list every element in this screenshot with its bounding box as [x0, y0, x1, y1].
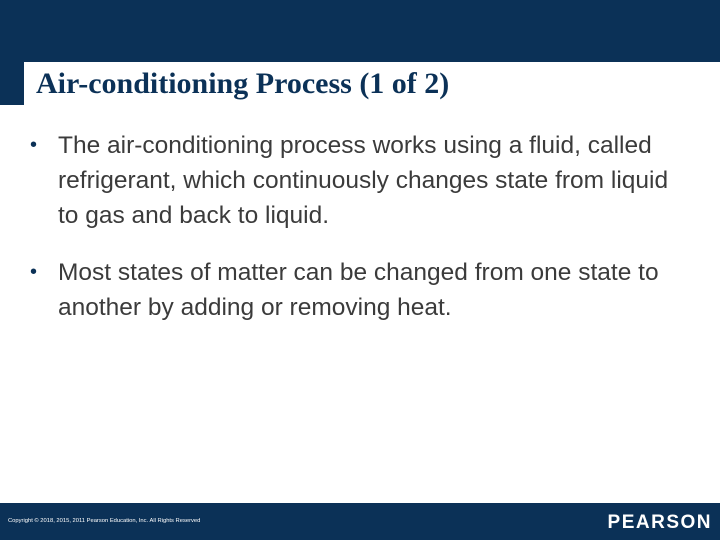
footer-bar [0, 503, 720, 540]
bullet-text: Most states of matter can be changed from one state to another by adding or removing heat. [58, 259, 659, 321]
bullet-list [30, 128, 680, 325]
bullet-marker: • [30, 134, 38, 156]
pearson-logo: PEARSON [607, 512, 712, 533]
bullet-item [30, 128, 680, 233]
bullet-text: The air-conditioning process works using a fluid, called refrigerant, which continuously changes state from liquid to gas and back to liquid. [58, 132, 669, 229]
bullet-marker: • [30, 261, 38, 283]
bullet-item [30, 255, 680, 325]
slide-title: Air-conditioning Process (1 of 2) [36, 67, 450, 100]
copyright-notice: Copyright © 2018, 2015, 2011 Pearson Education, Inc. All Rights Reserved [8, 518, 201, 524]
